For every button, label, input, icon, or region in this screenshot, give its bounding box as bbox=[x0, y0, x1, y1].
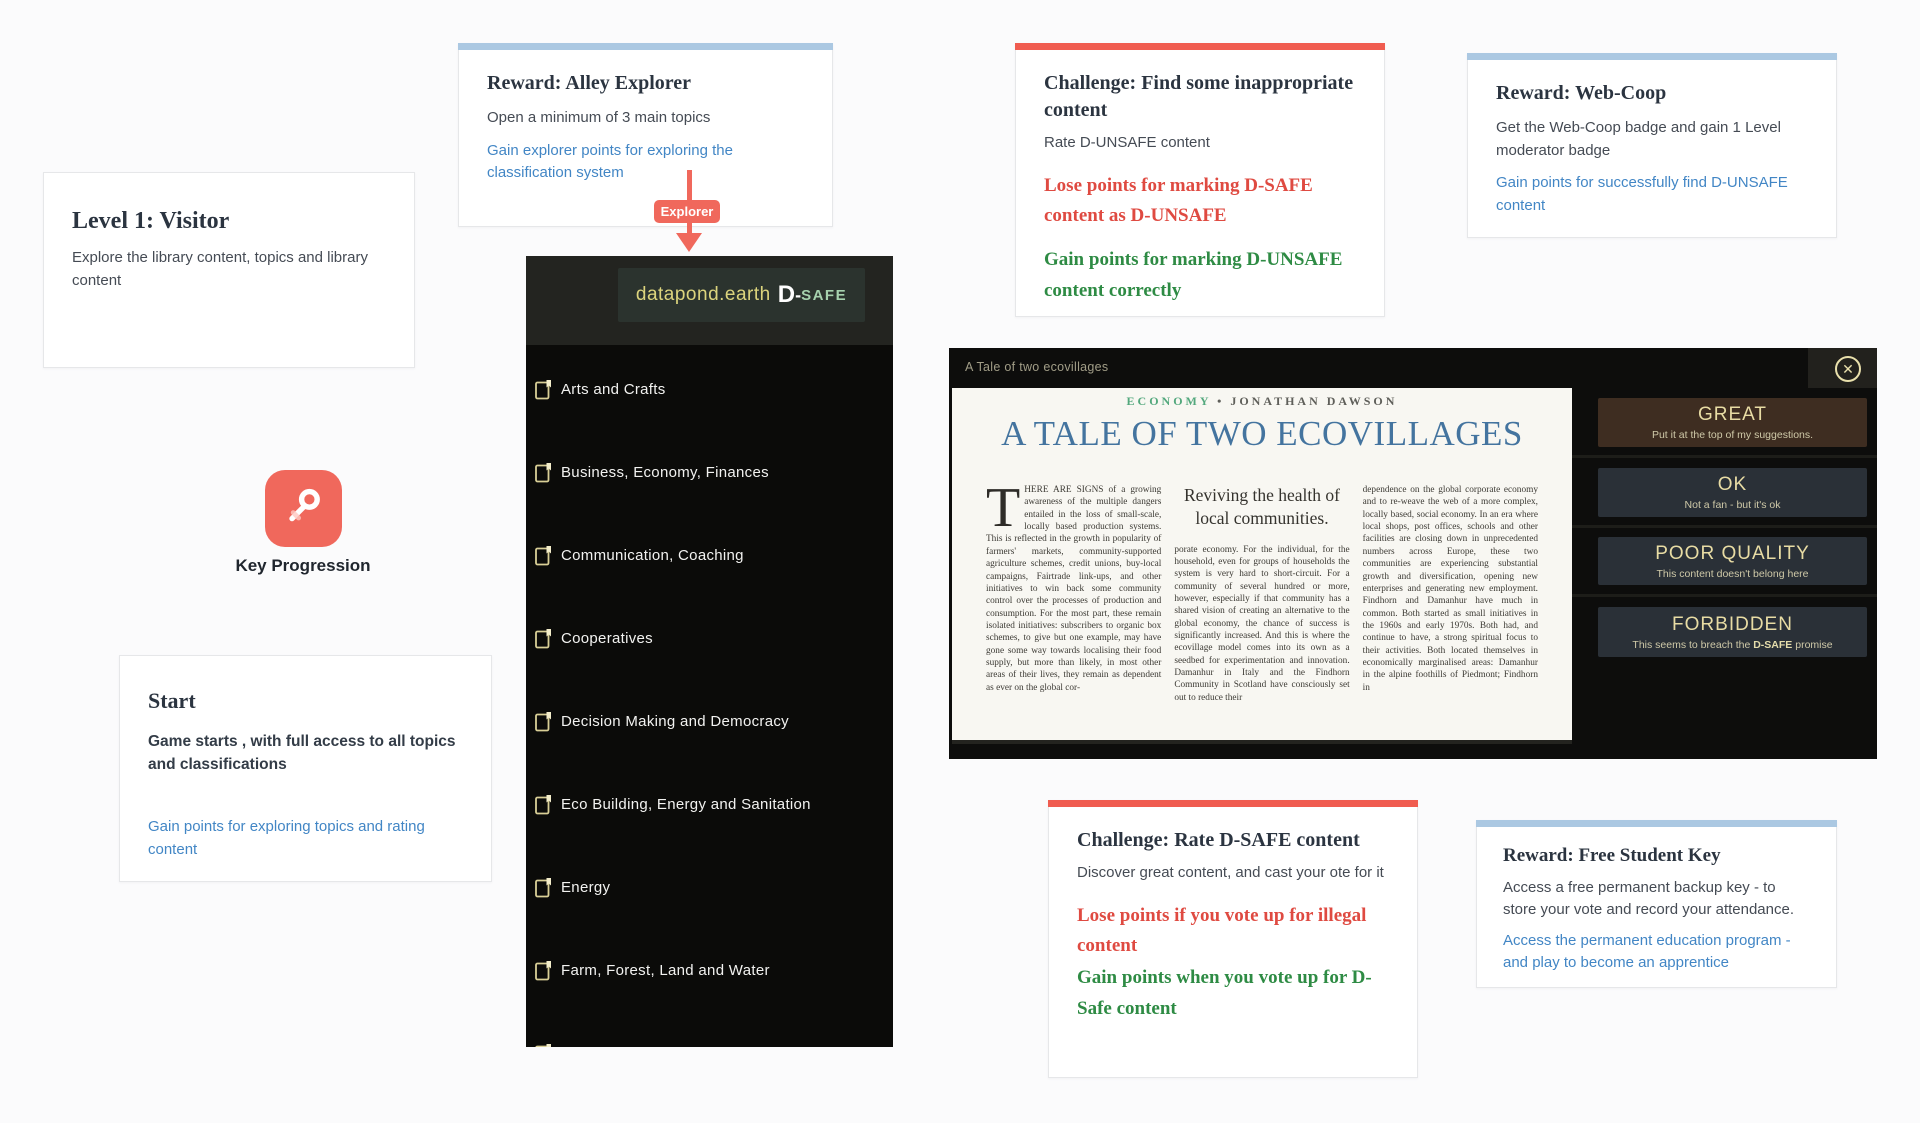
site-logo bbox=[618, 268, 865, 322]
logo-safe-text: SAFE bbox=[801, 286, 848, 304]
card-title: Reward: Alley Explorer bbox=[487, 72, 692, 94]
drop-cap: T bbox=[986, 484, 1021, 539]
rating-desc: This content doesn't belong here bbox=[1656, 567, 1809, 580]
article-headline: A TALE OF TWO ECOVILLAGES bbox=[1001, 414, 1523, 453]
close-icon: ✕ bbox=[1842, 360, 1854, 377]
kicker-category: ECONOMY bbox=[1126, 394, 1212, 408]
topic-book-icon bbox=[535, 1043, 552, 1048]
topic-label: Eco Building, Energy and Sanitation bbox=[561, 795, 811, 813]
topic-label: Farm, Forest, Land and Water bbox=[561, 961, 770, 979]
topic-item[interactable] bbox=[535, 958, 885, 982]
topic-book-icon bbox=[535, 379, 552, 400]
topic-item[interactable] bbox=[535, 377, 885, 401]
card-title: Challenge: Rate D-SAFE content bbox=[1077, 829, 1360, 851]
card-challenge-rate-dsafe bbox=[1048, 800, 1418, 1078]
card-body: Open a minimum of 3 main topics bbox=[487, 109, 711, 126]
topic-book-icon bbox=[535, 711, 552, 732]
card-title: Reward: Free Student Key bbox=[1503, 845, 1721, 866]
accent-bar-red bbox=[1015, 43, 1385, 50]
card-title: Start bbox=[148, 688, 196, 713]
topic-book-icon bbox=[535, 462, 552, 483]
accent-bar-blue bbox=[1467, 53, 1837, 60]
topic-book-icon bbox=[535, 960, 552, 981]
topic-item[interactable] bbox=[535, 875, 885, 899]
topic-item[interactable] bbox=[535, 1041, 885, 1047]
card-body: Explore the library content, topics and library content bbox=[72, 249, 368, 289]
card-body: Discover great content, and cast your ote for it bbox=[1077, 864, 1384, 881]
rating-desc-suffix: promise bbox=[1792, 638, 1833, 651]
lose-points-text: Lose points for marking D-SAFE content as D-UNSAFE bbox=[1044, 174, 1313, 226]
topic-book-icon bbox=[535, 545, 552, 566]
logo-site-text: datapond.earth bbox=[635, 284, 771, 305]
rating-poor-quality-button[interactable] bbox=[1598, 537, 1867, 585]
topic-label: Communication, Coaching bbox=[561, 546, 744, 564]
card-level1-visitor bbox=[43, 172, 415, 368]
pull-quote: Reviving the health of local communities. bbox=[1183, 485, 1340, 528]
modal-title: A Tale of two ecovillages bbox=[965, 360, 1109, 374]
article-column-2 bbox=[1174, 484, 1349, 732]
card-title: Challenge: Find some inappropriate content bbox=[1044, 72, 1354, 121]
rating-desc: Not a fan - but it's ok bbox=[1684, 499, 1781, 511]
rating-separator bbox=[1572, 455, 1877, 458]
column-text: dependence on the global corporate economy and to re-weave the web of a more complex, locally based, social economy. In an era where local shops, post offices, schools and other facilities are closing down in unprecedented numbers across Europe, these two communities are experiencing substantial growth and diversification, opening new enterprises and generating new employment. Findhorn and Damanhur have much in common. Both started as small initiatives in the 1960s and early 1970s. Both had, and continue to have, a strong spiritual focus to their activities. Both located themselves in economically marginalised areas: Damanhur in the alpine foothills of Piedmont; Findhorn in bbox=[1362, 485, 1538, 693]
column-text: porate economy. For the individual, for the household, even for groups of households the system is very hard to short-circuit. For a community of several hundred or more, however, especially if that community has a shared vision of creating an alternative to the global economy, the chance of success is significantly increased. And this is where the ecovillage model comes into its own as a seedbed for experimentation and innovation. Damanhur in Italy and the Findhorn Community in Scotland have consciously set out to reduce their bbox=[1174, 544, 1350, 703]
rating-desc bbox=[1632, 639, 1832, 651]
article-page bbox=[952, 388, 1572, 744]
article-column-1 bbox=[986, 484, 1161, 732]
topic-book-icon bbox=[535, 628, 552, 649]
accent-bar-red bbox=[1048, 800, 1418, 807]
kicker-separator: • bbox=[1217, 394, 1225, 408]
topic-item[interactable] bbox=[535, 792, 885, 816]
card-link[interactable]: Gain explorer points for exploring the classification system bbox=[487, 141, 733, 181]
logo-dash-text: - bbox=[795, 284, 802, 305]
column-text: HERE ARE SIGNS of a growing awareness of the multiple dangers entailed in the loss of small-scale, locally based production systems. This is reflected in the growth in popularity of farmers' markets, community-supported agriculture schemes, credit unions, buy-local campaigns, Fairtrade link-ups, and other initiatives to win back some community control over the processes of production and consumption. For the most part, these remain isolated initiatives: subscribers to organic box schemes, to give but one example, may have gone some way towards localising their food supply, but more than likely, in most other areas of their lives, they remain as dependent as ever on the global cor- bbox=[986, 485, 1162, 693]
library-panel bbox=[526, 256, 893, 1047]
lose-points-text: Lose points if you vote up for illegal content bbox=[1077, 904, 1367, 956]
card-body: Access a free permanent backup key - to store your vote and record your attendance. bbox=[1503, 878, 1795, 919]
card-link[interactable]: Access the permanent education program - and play to become an apprentice bbox=[1503, 931, 1791, 972]
card-title: Reward: Web-Coop bbox=[1496, 82, 1667, 104]
rating-ok-button[interactable] bbox=[1598, 468, 1867, 517]
article-column-3 bbox=[1363, 484, 1538, 732]
topic-item[interactable] bbox=[535, 626, 885, 650]
card-reward-alley-explorer bbox=[458, 43, 833, 227]
explorer-badge: Explorer bbox=[654, 200, 720, 223]
rating-separator bbox=[1572, 594, 1877, 597]
card-challenge-find-inappropriate bbox=[1015, 43, 1385, 317]
card-reward-free-student-key bbox=[1476, 820, 1837, 988]
topic-item[interactable] bbox=[535, 460, 885, 484]
library-header bbox=[526, 256, 893, 345]
card-start bbox=[119, 655, 492, 882]
card-body: Rate D-UNSAFE content bbox=[1044, 134, 1210, 151]
article-kicker bbox=[952, 394, 1572, 409]
rating-label: FORBIDDEN bbox=[1672, 613, 1793, 635]
card-title: Level 1: Visitor bbox=[72, 208, 230, 234]
topic-label: Cooperatives bbox=[561, 629, 653, 647]
article-columns bbox=[986, 484, 1538, 732]
card-reward-web-coop bbox=[1467, 53, 1837, 238]
topic-item[interactable] bbox=[535, 543, 885, 567]
rating-great-button[interactable] bbox=[1598, 398, 1867, 447]
topic-label: Arts and Crafts bbox=[561, 380, 666, 398]
accent-bar-blue bbox=[1476, 820, 1837, 827]
explorer-arrow-head-icon bbox=[676, 233, 702, 252]
accent-bar-blue bbox=[458, 43, 833, 50]
key-progression-node bbox=[265, 470, 342, 547]
rating-desc: Put it at the top of my suggestions. bbox=[1651, 429, 1814, 441]
topic-label: Decision Making and Democracy bbox=[561, 712, 789, 730]
logo-d-text: D bbox=[777, 281, 796, 308]
gain-points-text: Gain points when you vote up for D-Safe content bbox=[1077, 967, 1372, 1019]
key-icon bbox=[280, 482, 328, 535]
card-body: Get the Web-Coop badge and gain 1 Level moderator badge bbox=[1496, 119, 1781, 159]
close-button[interactable] bbox=[1835, 356, 1861, 382]
card-link[interactable]: Gain points for successfully find D-UNSAFE content bbox=[1496, 174, 1788, 214]
topic-book-icon bbox=[535, 877, 552, 898]
topic-book-icon bbox=[535, 794, 552, 815]
gain-points-text: Gain points for marking D-UNSAFE content correctly bbox=[1044, 249, 1343, 301]
card-link[interactable]: Gain points for exploring topics and rating content bbox=[148, 818, 425, 858]
topic-label: Business, Economy, Finances bbox=[561, 463, 769, 481]
rating-label: POOR QUALITY bbox=[1655, 542, 1810, 564]
rating-forbidden-button[interactable] bbox=[1598, 607, 1867, 657]
topic-item[interactable] bbox=[535, 709, 885, 733]
rating-desc-dsafe: D-SAFE bbox=[1753, 638, 1793, 651]
rating-label: GREAT bbox=[1697, 404, 1768, 425]
topic-label: Energy bbox=[561, 878, 611, 896]
rating-desc-prefix: This seems to breach the bbox=[1632, 638, 1754, 651]
rating-label: OK bbox=[1717, 474, 1748, 495]
card-body: Game starts , with full access to all topics and classifications bbox=[148, 732, 456, 773]
kicker-author: JONATHAN DAWSON bbox=[1230, 394, 1398, 408]
key-progression-label: Key Progression bbox=[235, 556, 371, 575]
reader-modal bbox=[949, 348, 1877, 759]
rating-separator bbox=[1572, 525, 1877, 528]
